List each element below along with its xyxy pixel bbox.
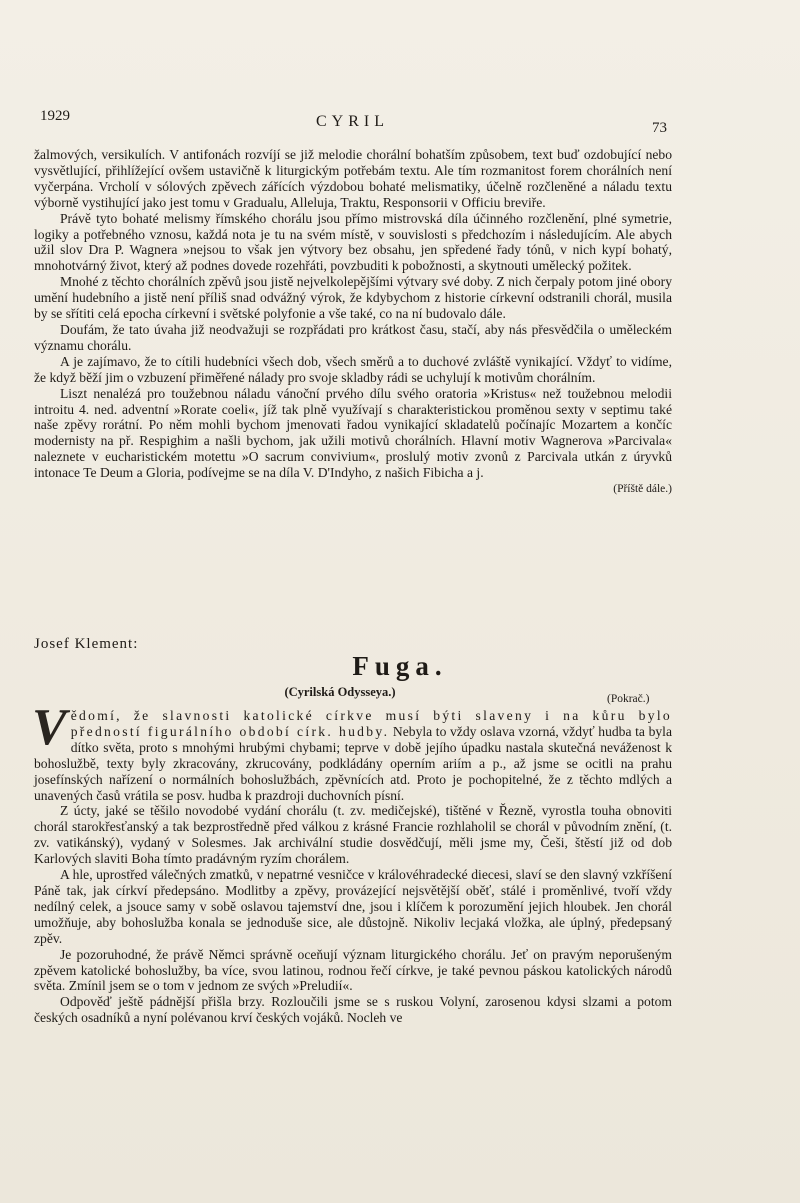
paragraph: Mnohé z těchto chorálních zpěvů jsou jistě nejvelkolepějšími výtvary své doby. Z nich čerpaly potom jiné obory umění hudebního a jistě není příliš snad odvážný výrok, že kdybychom z historie církevní odstranili chorál, musila by se sřítiti celá epocha církevní i světské polyfonie a vše také, co na ní budovalo dále. [34,274,672,322]
paragraph: A hle, uprostřed válečných zmatků, v nepatrné vesničce v královéhradecké diecesi, slaví se den slavný vzkříšení Páně tak, jak církví předepsáno. Modlitby a zpěvy, provázející nejsvětější oběť, stálé i proměnlivé, tvoří vždy nedílný celek, a jsouce samy v sobě oslavou tajemství dne, jsou i klíčem k porozumění jejich hloubek. Jen chorál umožňuje, aby bohoslužba konala se jednoduše sice, ale důstojně. Nikoliv lecjaká vložka, ale úplný, předepsaný zpěv. [34,867,672,946]
paragraph: Odpověď ještě pádnější přišla brzy. Rozloučili jsme se s ruskou Volyní, zarosenou kdysi slzami a potom českých osadníků a nyní polévanou krví českých vojáků. Nocleh ve [34,994,672,1026]
paragraph: žalmových, versikulích. V antifonách rozvíjí se již melodie chorální bohatším způsobem, text buď ozdobující nebo vysvětlující, přihlížející ovšem ustavičně k liturgickým potřebám textu. Ale tím rozmanitost forem chorálních není vyčerpána. Vrcholí v sólových zpěvech zářících výzdobou bohaté melismatiky, účelně rozčleněné a náladu textu výborně vystihující jako jest tomu v Gradualu, Alleluja, Traktu, Responsorii v Officiu breviře. [34,147,672,210]
continued-note: (Příště dále.) [613,483,672,496]
continuation-note: (Pokrač.) [607,693,650,705]
paragraph: Právě tyto bohaté melismy římského chorálu jsou přímo mistrovská díla účinného rozčlenění, plné symetrie, logiky a potřebného vznosu, každá nota je tu na svém místě, v souvislosti s předchozím i následujícím. Ale abych užil slov Dra P. Wagnera »nejsou to však jen výtvory bez obsahu, jen spředené řady tónů, v nich kypí bohatý, mnohotvárný život, který až podnes dovede rozehřáti, povzbuditi k pobožnosti, a skytnouti umělecký požitek. [34,210,672,274]
header-year: 1929 [40,108,70,124]
paragraph: Je pozoruhodné, že právě Němci správně oceňují význam liturgického chorálu. Jeť on pravým neporušeným zpěvem katolické bohoslužby, ba více, svou latinou, rodnou řečí církve, je také pevnou páskou katolických národů světa. Zmínil jsem se o tom v jednom ze svých »Preludií«. [34,946,672,994]
paragraph: A je zajímavo, že to cítili hudebníci všech dob, všech směrů a to duchové zvláště vynikající. Vždyť to vidíme, že když běží jim o vzbuzení přiměřené nálady pro svoje skladby rádi se uchylují k motivům chorálním. [34,353,672,385]
paragraph: Z úcty, jaké se těšilo novodobé vydání chorálu (t. zv. medičejské), tištěné v Řezně, vyrostla touha obnoviti chorál starokřesťanský a tak bezprostředně před válkou z krásné Francie rozhlaholil se chorál v původním znění, (t. zv. vatikánský), vydaný v Solesmes. Jak archivální studie dosvědčují, měli jsme my, Češi, štěstí již od dob Karlových slaviti Boha tímto pradávným ryzím chorálem. [34,803,672,867]
header-page-number: 73 [652,120,667,136]
article-subtitle: (Cyrilská Odysseya.) [284,685,396,699]
paragraph: Doufám, že tato úvaha již neodvažuji se rozpřádati pro krátkost času, stačí, aby nás přesvědčila o uměleckém významu chorálu. [34,321,672,353]
article-chant-continuation [34,147,672,495]
spaced-opening-text: ědomí, že slavnosti katolické církve musí býti slaveny i na kůru bylo předností figurálního období círk. hudby. [70,708,672,739]
opening-text-rest: Nebyla to vždy oslava vzorná, vždyť hudba ta byla dítko světa, proto s mnohými hrubými chybami; teprve v době jejího úpadku nastala skutečná neváženost k bohoslužbě, texty byly zkracovány, zkrucovány, podkládány operním ariím a p., až jsme se ocitli na prahu josefínských nařízení o normálních bohoslužbách, zpěvnících atd. Proto je pochopitelné, že z těchto mdlých a unavených časů vrátila se posv. hudba k prazdroji duchovních písní. [34,723,672,803]
article-title: Fuga. [352,651,448,681]
drop-cap-letter: V [32,699,67,756]
header-journal-title: CYRIL [316,113,389,130]
paragraph: Liszt nenalézá pro toužebnou náladu vánoční prvého dílu svého oratoria »Kristus« než toužebnou melodii introitu 4. ned. adventní »Rorate coeli«, jíž tak plně využívají s charakteristickou proměnou sexty v septimu také naše zpěvy rorátní. Po něm mohli bychom jmenovati řadou vynikající skladatelů počínajíc Mozartem a končíc modernisty na př. Respighim a našli bychom, jak užili motivů chorálních. Hlavní motiv Wagnerova »Parcivala« naleznete v eucharistickém motettu »O sacrum convivium«, proslulý motiv zvonů z Parcivala utkán z úryvků intonace Te Deum a Gloria, podívejme se na díla V. D'Indyho, z našich Fibicha a j. [34,385,672,481]
author-name: Josef Klement: [34,636,139,652]
